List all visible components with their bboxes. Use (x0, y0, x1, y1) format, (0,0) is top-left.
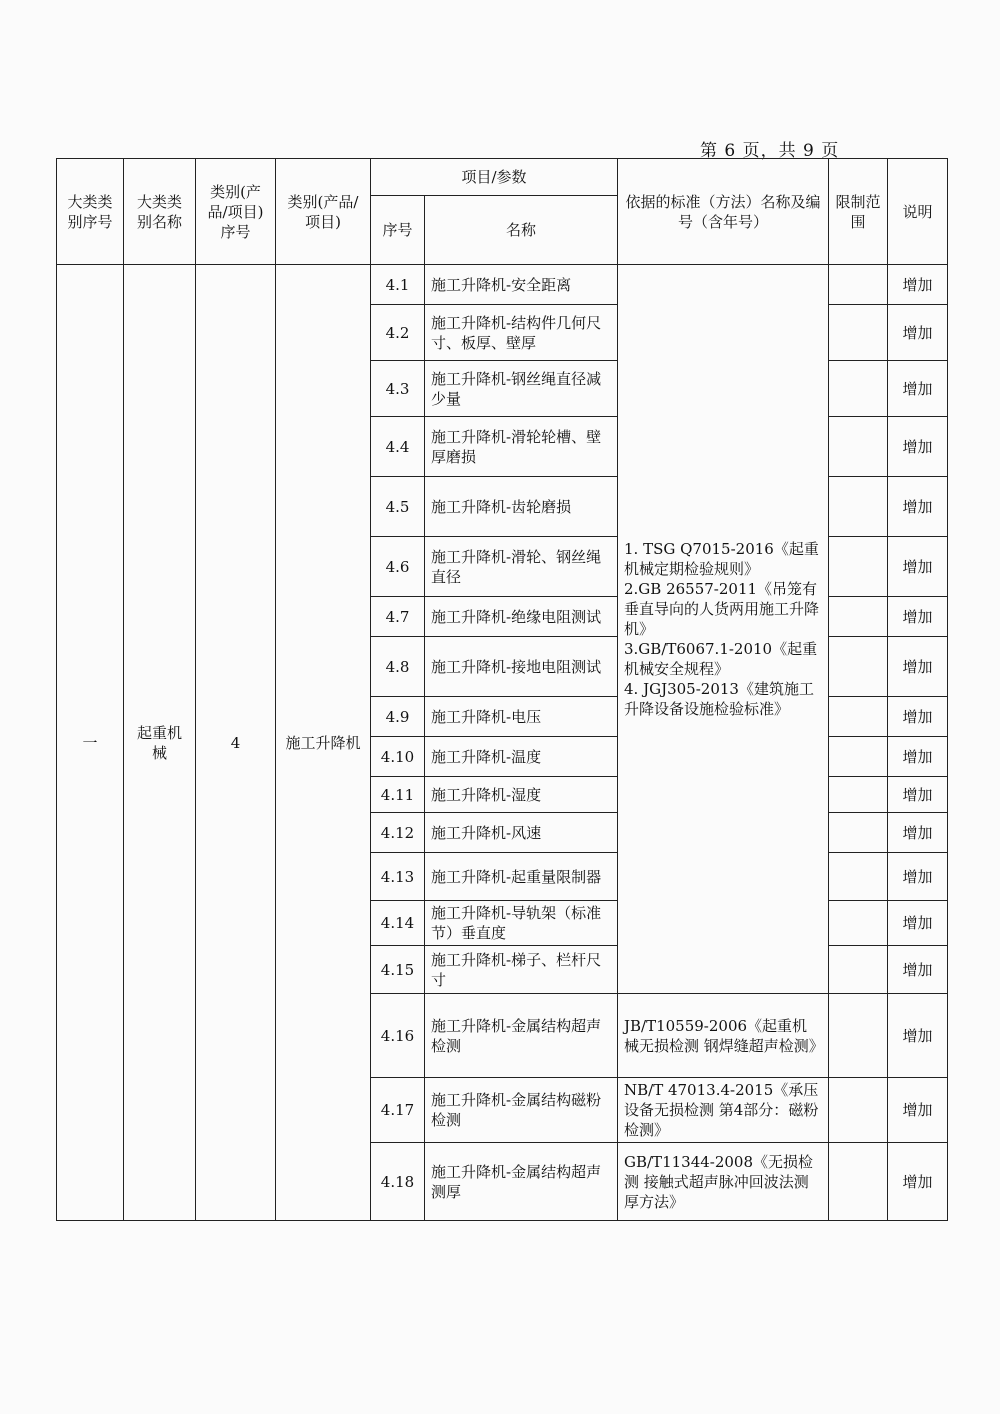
note-cell: 增加 (888, 1078, 948, 1143)
header-sub-name: 名称 (425, 196, 618, 265)
item-name-cell: 施工升降机-齿轮磨损 (425, 477, 618, 537)
note-cell: 增加 (888, 417, 948, 477)
limit-cell (829, 946, 888, 994)
note-cell: 增加 (888, 537, 948, 597)
note-cell: 增加 (888, 477, 948, 537)
major-name-cell: 起重机械 (124, 265, 196, 1221)
item-no-cell: 4.18 (371, 1143, 425, 1221)
item-no-cell: 4.15 (371, 946, 425, 994)
item-no-cell: 4.6 (371, 537, 425, 597)
note-cell: 增加 (888, 597, 948, 637)
item-no-cell: 4.4 (371, 417, 425, 477)
note-cell: 增加 (888, 1143, 948, 1221)
item-name-cell: 施工升降机-滑轮轮槽、壁厚磨损 (425, 417, 618, 477)
standard-cell: JB/T10559-2006《起重机械无损检测 钢焊缝超声检测》 (618, 994, 829, 1078)
note-cell: 增加 (888, 305, 948, 361)
header-category-no: 类别(产品/项目)序号 (196, 159, 276, 265)
header-note: 说明 (888, 159, 948, 265)
standard-entry: 1. TSG Q7015-2016《起重机械定期检验规则》 (624, 540, 819, 578)
note-cell: 增加 (888, 853, 948, 901)
item-no-cell: 4.8 (371, 637, 425, 697)
item-name-cell: 施工升降机-安全距离 (425, 265, 618, 305)
item-name-cell: 施工升降机-金属结构超声测厚 (425, 1143, 618, 1221)
note-cell: 增加 (888, 777, 948, 813)
note-cell: 增加 (888, 946, 948, 994)
item-no-cell: 4.7 (371, 597, 425, 637)
limit-cell (829, 305, 888, 361)
note-cell: 增加 (888, 737, 948, 777)
item-name-cell: 施工升降机-金属结构磁粉检测 (425, 1078, 618, 1143)
page-number: 第 6 页，共 9 页 (700, 141, 840, 161)
item-no-cell: 4.12 (371, 813, 425, 853)
item-name-cell: 施工升降机-导轨架（标准节）垂直度 (425, 901, 618, 946)
limit-cell (829, 1143, 888, 1221)
standard-entry: 4. JGJ305-2013《建筑施工升降设备设施检验标准》 (624, 680, 814, 718)
limit-cell (829, 477, 888, 537)
note-cell: 增加 (888, 265, 948, 305)
item-name-cell: 施工升降机-起重量限制器 (425, 853, 618, 901)
item-name-cell: 施工升降机-钢丝绳直径减少量 (425, 361, 618, 417)
category-name-cell: 施工升降机 (276, 265, 371, 1221)
item-no-cell: 4.10 (371, 737, 425, 777)
item-no-cell: 4.14 (371, 901, 425, 946)
limit-cell (829, 361, 888, 417)
note-cell: 增加 (888, 637, 948, 697)
item-no-cell: 4.11 (371, 777, 425, 813)
limit-cell (829, 265, 888, 305)
header-major-no: 大类类别序号 (57, 159, 124, 265)
item-name-cell: 施工升降机-滑轮、钢丝绳直径 (425, 537, 618, 597)
note-cell: 增加 (888, 813, 948, 853)
header-item-parameter: 项目/参数 (371, 159, 618, 196)
item-name-cell: 施工升降机-温度 (425, 737, 618, 777)
item-name-cell: 施工升降机-结构件几何尺寸、板厚、壁厚 (425, 305, 618, 361)
header-limit: 限制范围 (829, 159, 888, 265)
item-name-cell: 施工升降机-电压 (425, 697, 618, 737)
limit-cell (829, 853, 888, 901)
note-cell: 增加 (888, 901, 948, 946)
standard-entry: 2.GB 26557-2011《吊笼有垂直导向的人货两用施工升降机》 (624, 580, 820, 638)
standard-group-cell (618, 265, 829, 994)
category-no-cell: 4 (196, 265, 276, 1221)
limit-cell (829, 901, 888, 946)
item-no-cell: 4.13 (371, 853, 425, 901)
note-cell: 增加 (888, 697, 948, 737)
item-no-cell: 4.3 (371, 361, 425, 417)
limit-cell (829, 994, 888, 1078)
item-no-cell: 4.17 (371, 1078, 425, 1143)
standard-entry: 3.GB/T6067.1-2010《起重机械安全规程》 (624, 640, 818, 678)
limit-cell (829, 597, 888, 637)
limit-cell (829, 813, 888, 853)
item-no-cell: 4.16 (371, 994, 425, 1078)
major-no-cell: 一 (57, 265, 124, 1221)
item-name-cell: 施工升降机-湿度 (425, 777, 618, 813)
limit-cell (829, 777, 888, 813)
scope-table (56, 158, 947, 1221)
item-name-cell: 施工升降机-风速 (425, 813, 618, 853)
standard-cell: GB/T11344-2008《无损检测 接触式超声脉冲回波法测厚方法》 (618, 1143, 829, 1221)
item-name-cell: 施工升降机-接地电阻测试 (425, 637, 618, 697)
header-major-name: 大类类别名称 (124, 159, 196, 265)
item-name-cell: 施工升降机-绝缘电阻测试 (425, 597, 618, 637)
table-row (57, 265, 948, 305)
limit-cell (829, 417, 888, 477)
note-cell: 增加 (888, 361, 948, 417)
standard-cell: NB/T 47013.4-2015《承压设备无损检测 第4部分：磁粉检测》 (618, 1078, 829, 1143)
header-sub-no: 序号 (371, 196, 425, 265)
item-no-cell: 4.1 (371, 265, 425, 305)
header-category-name: 类别(产品/项目) (276, 159, 371, 265)
limit-cell (829, 697, 888, 737)
header-standard: 依据的标准（方法）名称及编号（含年号） (618, 159, 829, 265)
limit-cell (829, 1078, 888, 1143)
limit-cell (829, 637, 888, 697)
item-name-cell: 施工升降机-梯子、栏杆尺寸 (425, 946, 618, 994)
note-cell: 增加 (888, 994, 948, 1078)
item-no-cell: 4.2 (371, 305, 425, 361)
limit-cell (829, 537, 888, 597)
limit-cell (829, 737, 888, 777)
item-name-cell: 施工升降机-金属结构超声检测 (425, 994, 618, 1078)
item-no-cell: 4.5 (371, 477, 425, 537)
item-no-cell: 4.9 (371, 697, 425, 737)
